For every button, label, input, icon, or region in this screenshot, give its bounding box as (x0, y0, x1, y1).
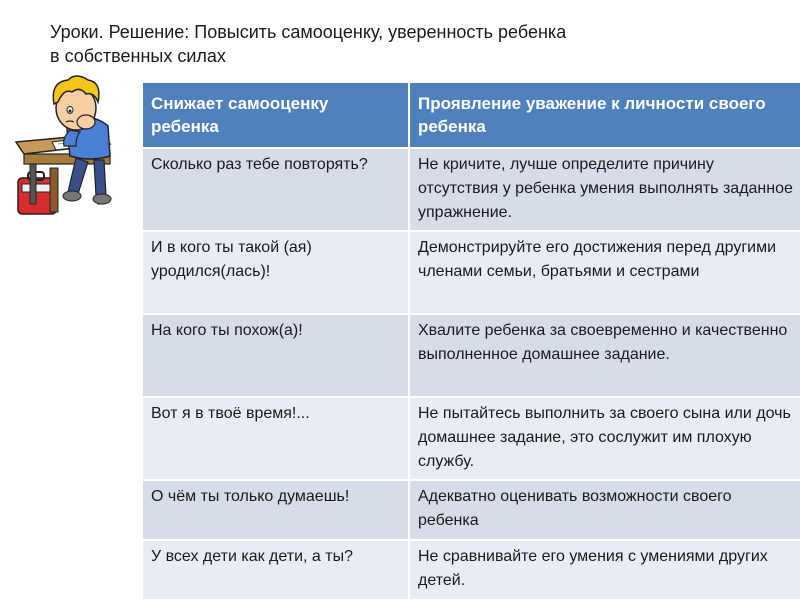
table-row (143, 397, 800, 480)
advice-cell: Не сравнивайте его умения с умениями других детей. (409, 540, 800, 599)
header-lowers-self-esteem: Снижает самооценку ребенка (143, 83, 409, 148)
child-at-desk-icon (6, 72, 138, 222)
table-row (143, 540, 800, 599)
table-row (143, 480, 800, 540)
table-row (143, 314, 800, 397)
phrase-cell: О чём ты только думаешь! (143, 480, 409, 540)
phrase-cell: Сколько раз тебе повторять? (143, 148, 409, 231)
phrase-cell: На кого ты похож(а)! (143, 314, 409, 397)
table-header-row (143, 83, 800, 148)
header-respect-personality: Проявление уважение к личности своего ребенка (409, 83, 800, 148)
phrase-cell: Вот я в твоё время!... (143, 397, 409, 480)
advice-cell: Не пытайтесь выполнить за своего сына или дочь домашнее задание, это сослужит им плохую службу. (409, 397, 800, 480)
advice-cell: Адекватно оценивать возможности своего ребенка (409, 480, 800, 540)
advice-cell: Хвалите ребенка за своевременно и качественно выполненное домашнее задание. (409, 314, 800, 397)
slide-title-line2: в собственных силах (50, 46, 226, 66)
slide-title (50, 20, 690, 68)
phrase-cell: У всех дети как дети, а ты? (143, 540, 409, 599)
table-row (143, 231, 800, 314)
comparison-table (143, 83, 800, 599)
advice-cell: Не кричите, лучше определите причину отсутствия у ребенка умения выполнять заданное упражнение. (409, 148, 800, 231)
phrase-cell: И в кого ты такой (ая) уродился(лась)! (143, 231, 409, 314)
slide-title-line1: Уроки. Решение: Повысить самооценку, уверенность ребенка (50, 22, 567, 42)
table-row (143, 148, 800, 231)
advice-cell: Демонстрируйте его достижения перед другими членами семьи, братьями и сестрами (409, 231, 800, 314)
